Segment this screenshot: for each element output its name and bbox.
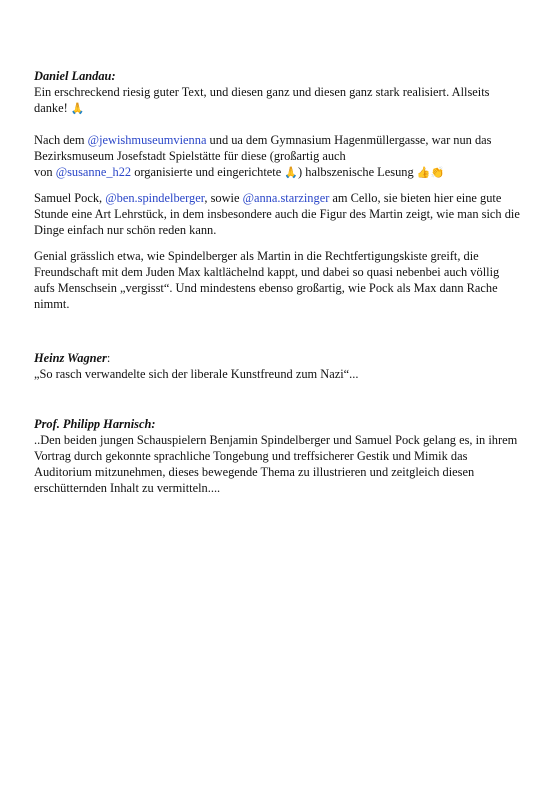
- mention-link[interactable]: @ben.spindelberger: [105, 191, 205, 205]
- paragraph-text: , sowie: [204, 191, 243, 205]
- author-name: Heinz Wagner: [34, 351, 107, 365]
- review-daniel-landau: [34, 68, 520, 117]
- author-colon: :: [106, 351, 111, 365]
- author-name: Prof. Philipp Harnisch:: [34, 417, 156, 431]
- review-paragraph: [34, 190, 520, 238]
- mention-link[interactable]: @susanne_h22: [55, 165, 132, 179]
- praying-hands-icon: 🙏: [284, 166, 299, 179]
- praying-hands-icon: 🙏: [70, 102, 85, 115]
- paragraph-text: Genial grässlich etwa, wie Spindelberger als Martin in die Rechtfertigungskiste greift, die Freundschaft mit dem Juden Max kaltlächelnd kappt, und dabei so quasi nebenbei auch völlig aufs Menschsein „vergisst“. Und mindestens ebenso großartig, wie Pock als Max dann Rache nimmt.: [34, 249, 500, 311]
- paragraph-line: [34, 164, 520, 181]
- paragraph-text: ) halbszenische Lesung: [298, 165, 417, 179]
- paragraph-text: organisierte und eingerichtete: [131, 165, 285, 179]
- review-quote: „So rasch verwandelte sich der liberale Kunstfreund zum Nazi“...: [34, 367, 359, 381]
- review-philipp-harnisch: [34, 416, 520, 496]
- review-paragraph: [34, 132, 520, 181]
- review-paragraph: [34, 248, 520, 312]
- mention-link[interactable]: @anna.starzinger: [242, 191, 330, 205]
- paragraph-text: von: [34, 165, 56, 179]
- thumbs-up-clap-icon: 👍👏: [416, 166, 445, 179]
- review-intro: [34, 84, 520, 117]
- paragraph-text: und ua dem Gymnasium Hagenmüllergasse, war nun das Bezirksmuseum Josefstadt Spielstätte für diese (großartig auch: [34, 133, 492, 163]
- paragraph-text: Nach dem: [34, 133, 88, 147]
- author-name: Daniel Landau:: [34, 69, 116, 83]
- review-heinz-wagner: [34, 350, 520, 382]
- review-quote: ..Den beiden jungen Schauspielern Benjamin Spindelberger und Samuel Pock gelang es, in ihrem Vortrag durch gekonnte sprachliche Tongebung und treffsicherer Gestik und Mimik das Auditorium mitzunehmen, dieses bewegende Thema zu illustrieren und zeitgleich diesen erschütternden Inhalt zu vermitteln....: [34, 433, 518, 495]
- mention-link[interactable]: @jewishmuseumvienna: [87, 133, 207, 147]
- paragraph-text: am Cello, sie bieten hier eine gute Stunde eine Art Lehrstück, in dem insbesondere auch die Figur des Martin zeigt, wie man sich die Dinge einfach nur schön reden kann.: [34, 191, 520, 237]
- paragraph-text: Samuel Pock,: [34, 191, 106, 205]
- review-intro-text: Ein erschreckend riesig guter Text, und diesen ganz und diesen ganz stark realisiert. Allseits danke!: [34, 85, 490, 115]
